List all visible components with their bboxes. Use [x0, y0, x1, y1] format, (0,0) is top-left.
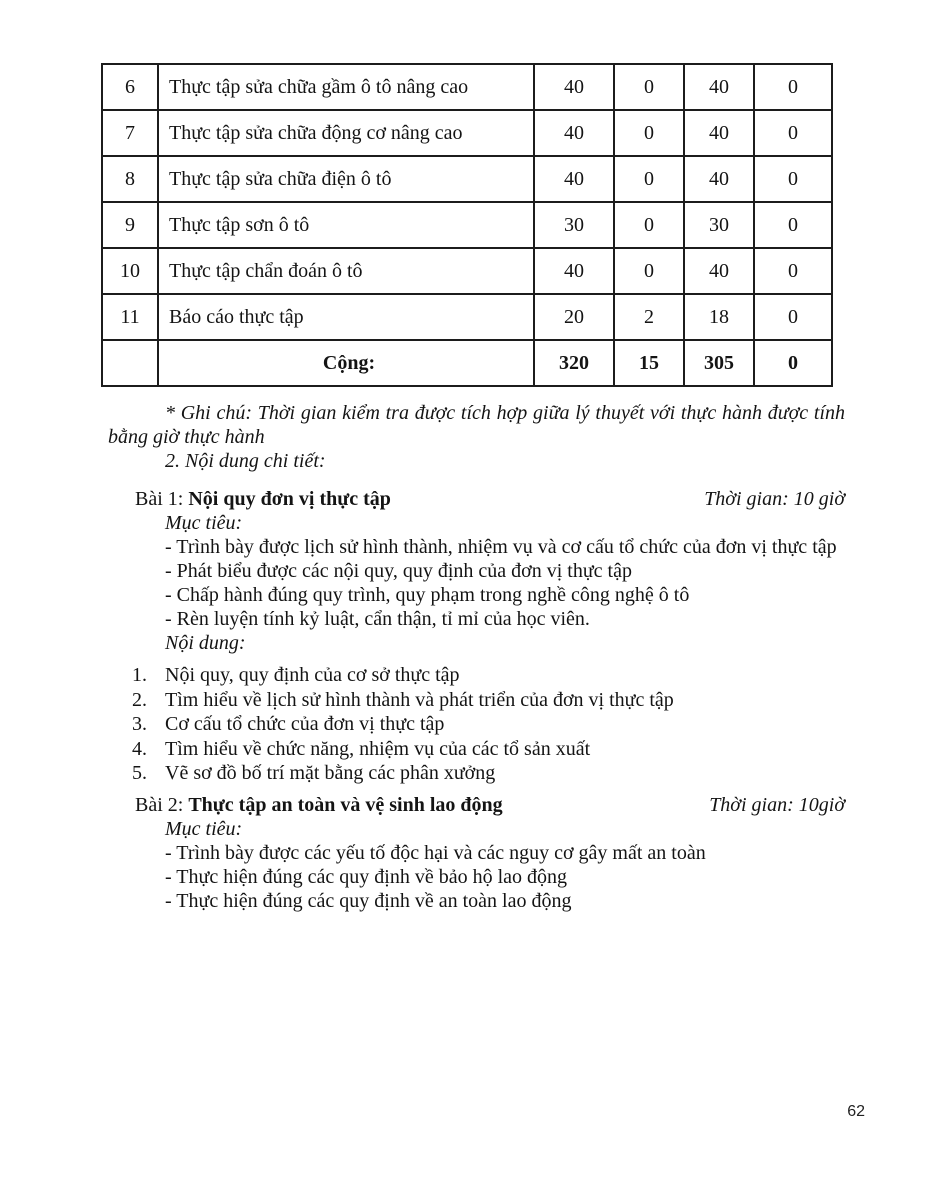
hours-practice: 40: [684, 248, 754, 294]
page-number: 62: [847, 1103, 865, 1120]
item-text: Tìm hiểu về lịch sử hình thành và phát triển của đơn vị thực tập: [165, 688, 674, 711]
subject-name: Báo cáo thực tập: [158, 294, 534, 340]
subject-name: Thực tập sửa chữa điện ô tô: [158, 156, 534, 202]
item-number: 3.: [132, 713, 147, 736]
row-index: 9: [102, 202, 158, 248]
hours-theory: 0: [614, 156, 684, 202]
table-row: [102, 64, 832, 110]
lesson1-duration: Thời gian: 10 giờ: [704, 488, 845, 510]
lesson2-objectives-label: Mục tiêu:: [165, 817, 243, 840]
row-index: 10: [102, 248, 158, 294]
total-hours-theory: 15: [614, 340, 684, 386]
practice-hours-table: [101, 63, 833, 387]
lesson2-duration: Thời gian: 10giờ: [709, 793, 845, 816]
hours-total: 30: [534, 202, 614, 248]
content-item: [108, 761, 845, 786]
hours-practice: 18: [684, 294, 754, 340]
lesson1-heading: [108, 488, 845, 511]
objective-item: - Trình bày được lịch sử hình thành, nhiệm vụ và cơ cấu tổ chức của đơn vị thực tập: [165, 536, 837, 558]
row-index: 6: [102, 64, 158, 110]
lesson2-heading: [108, 794, 845, 817]
lesson1-objectives-label: Mục tiêu:: [165, 512, 243, 534]
hours-theory: 0: [614, 110, 684, 156]
hours-total: 20: [534, 294, 614, 340]
total-hours-practice: 305: [684, 340, 754, 386]
item-number: 1.: [132, 664, 147, 686]
hours-total: 40: [534, 64, 614, 110]
subject-name: Thực tập sửa chữa động cơ nâng cao: [158, 110, 534, 156]
table-row: [102, 248, 832, 294]
content-item: [108, 688, 845, 713]
hours-theory: 0: [614, 202, 684, 248]
item-text: Tìm hiểu về chức năng, nhiệm vụ của các tổ sản xuất: [165, 737, 591, 760]
hours-test: 0: [754, 156, 832, 202]
lesson1-content-list: [108, 663, 845, 786]
item-text: Nội quy, quy định của cơ sở thực tập: [165, 664, 460, 686]
hours-practice: 40: [684, 156, 754, 202]
total-hours-total: 320: [534, 340, 614, 386]
content-item: [108, 712, 845, 737]
objective-item: - Thực hiện đúng các quy định về bảo hộ lao động: [165, 865, 568, 888]
objective-item: - Phát biểu được các nội quy, quy định của đơn vị thực tập: [165, 560, 632, 582]
table-total-row: [102, 340, 832, 386]
row-index-empty: [102, 340, 158, 386]
hours-practice: 30: [684, 202, 754, 248]
item-number: 5.: [132, 762, 147, 785]
hours-theory: 0: [614, 64, 684, 110]
objective-item: - Trình bày được các yếu tố độc hại và các nguy cơ gây mất an toàn: [165, 841, 706, 864]
table-row: [102, 202, 832, 248]
item-text: Cơ cấu tổ chức của đơn vị thực tập: [165, 713, 445, 736]
subject-name: Thực tập sơn ô tô: [158, 202, 534, 248]
row-index: 11: [102, 294, 158, 340]
hours-test: 0: [754, 248, 832, 294]
row-index: 8: [102, 156, 158, 202]
hours-theory: 2: [614, 294, 684, 340]
hours-total: 40: [534, 156, 614, 202]
item-text: Vẽ sơ đồ bố trí mặt bằng các phân xưởng: [165, 762, 496, 785]
objective-item: - Chấp hành đúng quy trình, quy phạm trong nghề công nghệ ô tô: [165, 584, 690, 606]
total-hours-test: 0: [754, 340, 832, 386]
lesson2-title-bold: Thực tập an toàn và vệ sinh lao động: [188, 793, 503, 816]
hours-test: 0: [754, 294, 832, 340]
item-number: 2.: [132, 688, 147, 711]
total-label: Cộng:: [158, 340, 534, 386]
lesson2-title: [135, 794, 503, 817]
row-index: 7: [102, 110, 158, 156]
note-text: * Ghi chú: Thời gian kiểm tra được tích hợp giữa lý thuyết với thực hành được tính bằng giờ thực hành: [108, 402, 845, 448]
item-number: 4.: [132, 737, 147, 760]
hours-practice: 40: [684, 110, 754, 156]
subject-name: Thực tập chẩn đoán ô tô: [158, 248, 534, 294]
lesson1-prefix: Bài 1:: [135, 488, 189, 510]
lesson2-prefix: Bài 2:: [135, 793, 189, 816]
hours-test: 0: [754, 110, 832, 156]
document-body: [108, 401, 845, 913]
lesson1-title-bold: Nội quy đơn vị thực tập: [188, 488, 391, 510]
table-row: [102, 294, 832, 340]
lesson1-title: [135, 488, 391, 511]
lesson1-content-label: Nội dung:: [165, 632, 246, 654]
objective-item: - Rèn luyện tính kỷ luật, cẩn thận, tỉ mỉ của học viên.: [165, 608, 590, 630]
content-item: [108, 737, 845, 762]
hours-total: 40: [534, 110, 614, 156]
hours-theory: 0: [614, 248, 684, 294]
content-item: [108, 663, 845, 688]
hours-test: 0: [754, 202, 832, 248]
subject-name: Thực tập sửa chữa gầm ô tô nâng cao: [158, 64, 534, 110]
objective-item: - Thực hiện đúng các quy định về an toàn lao động: [165, 889, 572, 912]
hours-practice: 40: [684, 64, 754, 110]
table-row: [102, 110, 832, 156]
table-row: [102, 156, 832, 202]
section-label: 2. Nội dung chi tiết:: [165, 450, 326, 472]
hours-test: 0: [754, 64, 832, 110]
hours-total: 40: [534, 248, 614, 294]
